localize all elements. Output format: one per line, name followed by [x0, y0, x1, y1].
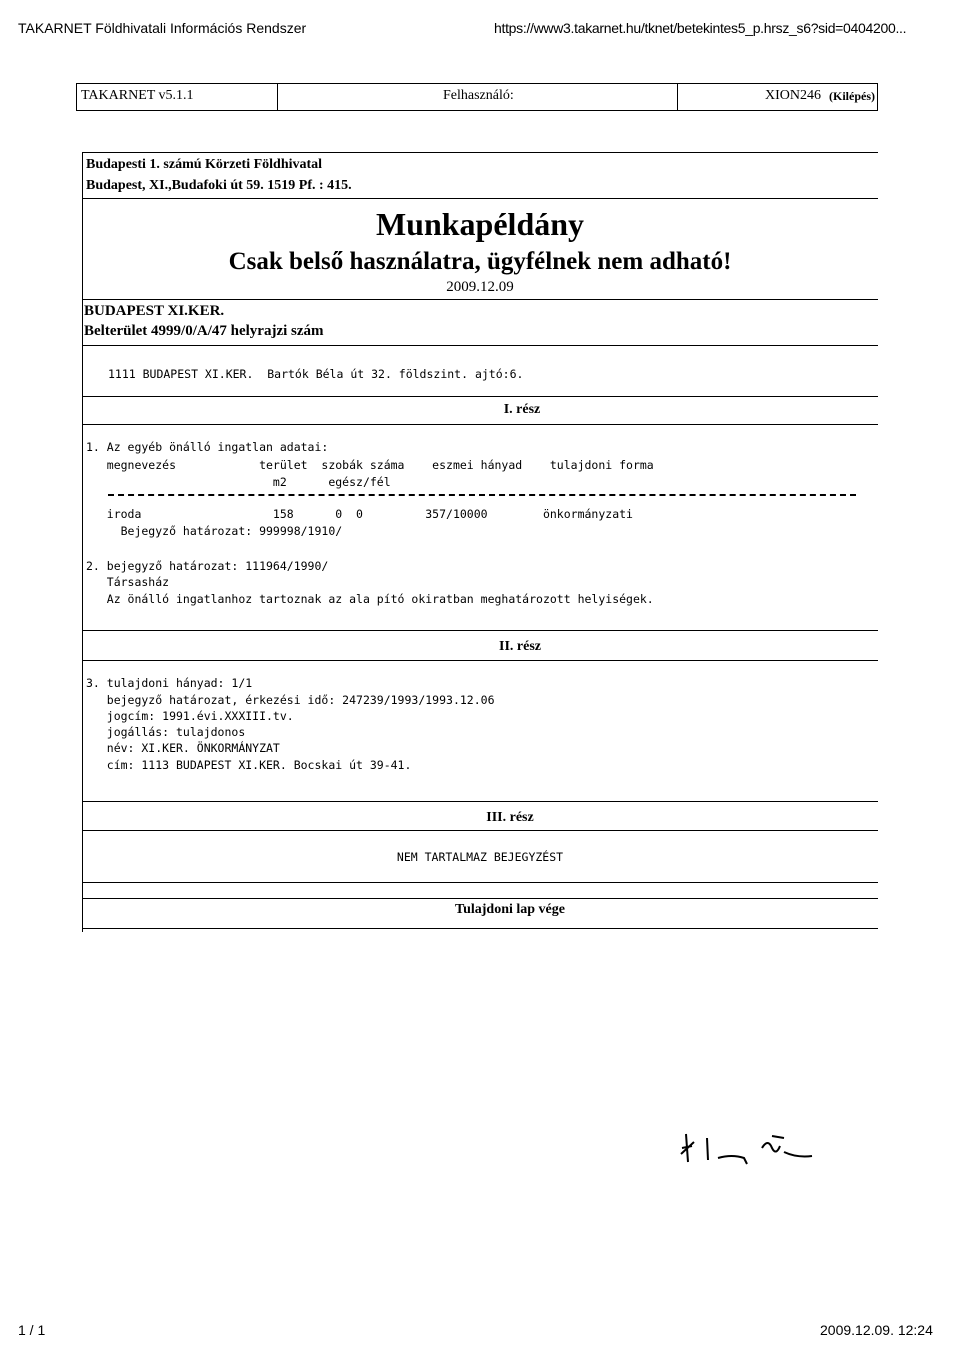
user-id: XION246: [765, 88, 821, 103]
app-version: TAKARNET v5.1.1: [81, 88, 194, 103]
part2-line: cím: 1113 BUDAPEST XI.KER. Bocskai út 39-41.: [86, 758, 412, 772]
part1-item1-heading: 1. Az egyéb önálló ingatlan adatai:: [86, 440, 329, 454]
page-number: 1 / 1: [18, 1322, 46, 1338]
property-address: 1111 BUDAPEST XI.KER. Bartók Béla út 32. földszint. ajtó:6.: [108, 367, 524, 381]
parcel-id: Belterület 4999/0/A/47 helyrajzi szám: [84, 323, 324, 339]
district: BUDAPEST XI.KER.: [84, 303, 225, 319]
part3-content: NEM TARTALMAZ BEJEGYZÉST: [396, 850, 564, 864]
table-row: iroda 158 0 0 357/10000 önkormányzati: [86, 507, 633, 521]
part1-column-headers: megnevezés terület szobák száma eszmei hányad tulajdoni forma: [86, 458, 654, 472]
part2-line: bejegyző határozat, érkezési idő: 247239/1993/1993.12.06: [86, 693, 495, 707]
part2-line: név: XI.KER. ÖNKORMÁNYZAT: [86, 741, 280, 755]
part2-line: jogállás: tulajdonos: [86, 725, 246, 739]
user-label: Felhasználó:: [443, 88, 514, 103]
signature-mark: [672, 1124, 832, 1174]
document-title: Munkapéldány: [375, 206, 585, 242]
part1-item2-line3: Az önálló ingatlanhoz tartoznak az ala pító okiratban meghatározott helyiségek.: [86, 592, 654, 606]
table-row-note: Bejegyző határozat: 999998/1910/: [86, 524, 343, 538]
office-address: Budapest, XI.,Budafoki út 59. 1519 Pf. : 415.: [86, 178, 352, 193]
part1-item2-line2: Társasház: [86, 575, 170, 589]
part2-line: jogcím: 1991.évi.XXXIII.tv.: [86, 709, 294, 723]
document-subtitle: Csak belső használatra, ügyfélnek nem adható!: [228, 248, 732, 275]
part2-title: II. rész: [499, 639, 541, 654]
document-date: 2009.12.09: [446, 279, 514, 295]
part1-item2-line1: 2. bejegyző határozat: 111964/1990/: [86, 559, 329, 573]
browser-url: https://www3.takarnet.hu/tknet/betekintes5_p.hrsz_s6?sid=0404200...: [494, 20, 907, 36]
part1-title: I. rész: [503, 402, 541, 417]
print-datetime: 2009.12.09. 12:24: [820, 1322, 933, 1338]
top-bar: [76, 83, 878, 111]
end-of-sheet: Tulajdoni lap vége: [455, 902, 565, 917]
browser-page-title: TAKARNET Földhivatali Információs Rendszer: [18, 20, 307, 36]
part1-column-units: m2 egész/fél: [86, 475, 391, 489]
part2-line: 3. tulajdoni hányad: 1/1: [86, 676, 253, 690]
table-separator: [108, 494, 856, 496]
part3-title: III. rész: [486, 810, 534, 825]
logout-link[interactable]: (Kilépés): [829, 89, 875, 103]
office-name: Budapesti 1. számú Körzeti Földhivatal: [86, 157, 323, 172]
